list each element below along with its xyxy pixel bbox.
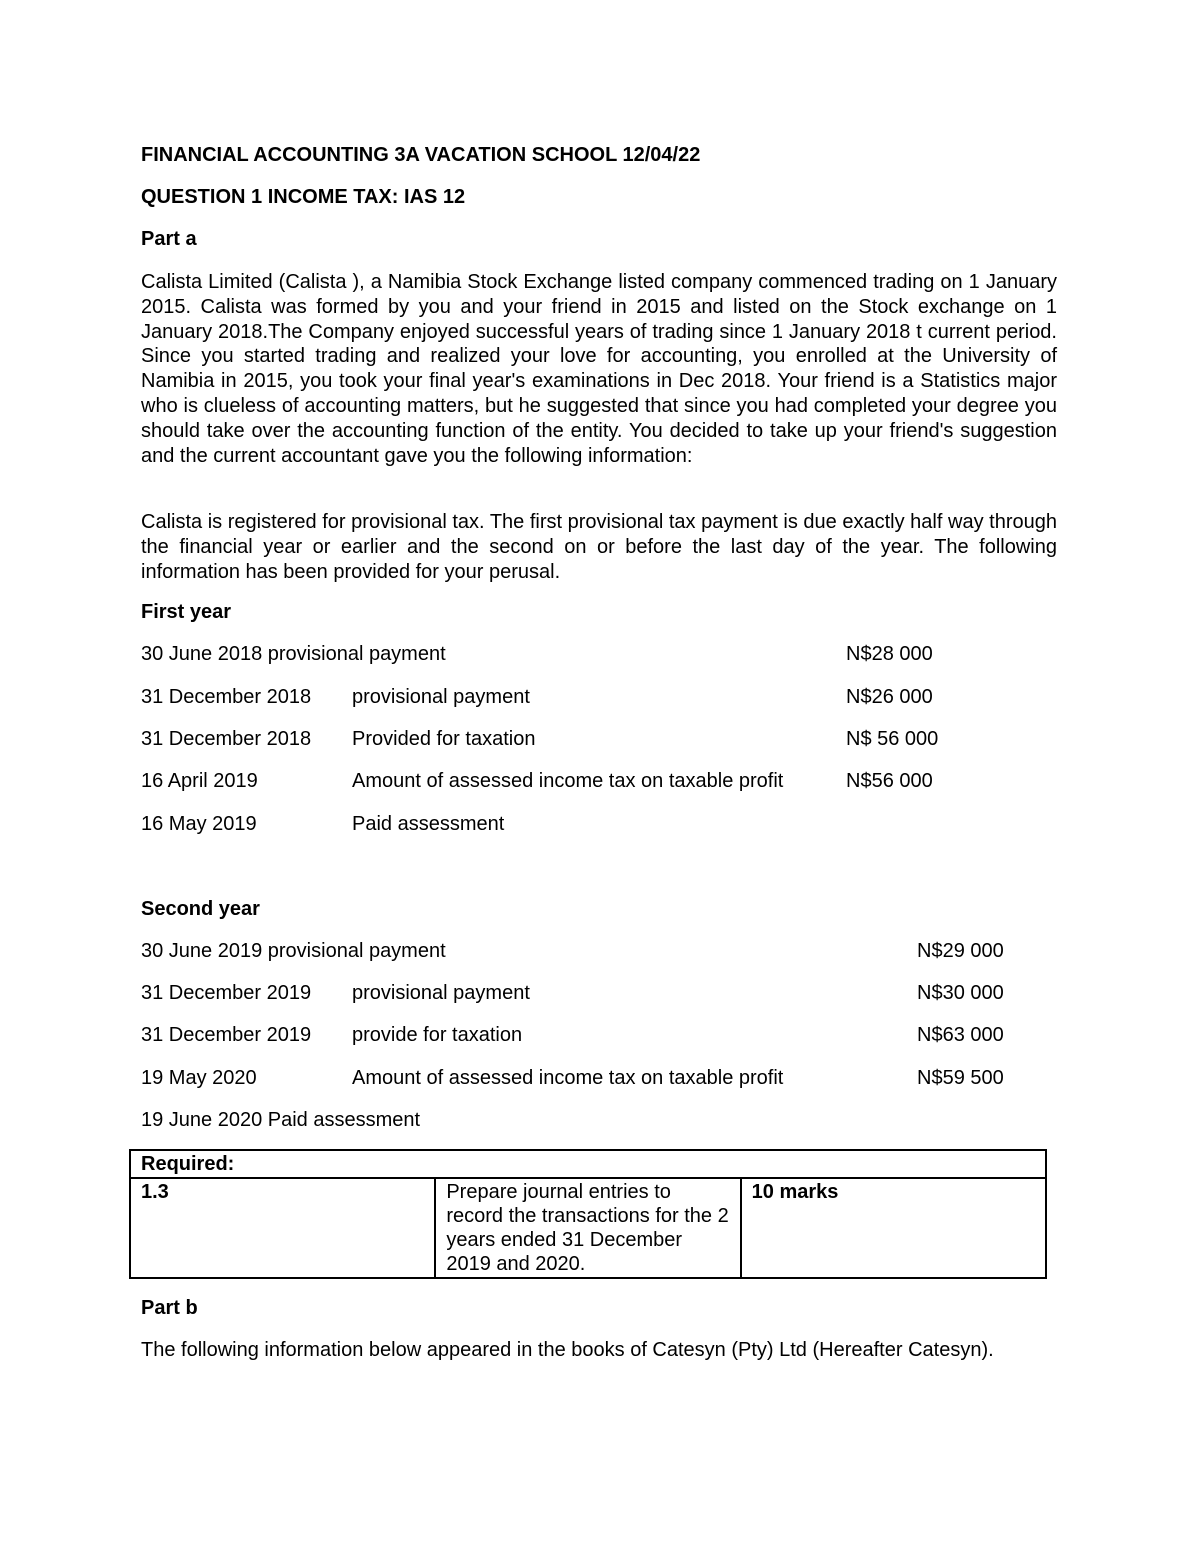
second-year-row-desc: Amount of assessed income tax on taxable profit [352,1067,784,1089]
second-year-row-amount: N$29 000 [917,940,1004,962]
second-year-row-desc: provide for taxation [352,1024,523,1046]
first-year-row-date: 31 December 2018 [141,728,312,750]
first-year-row-date: 31 December 2018 [141,686,312,708]
first-year-row-desc: Paid assessment [352,813,505,835]
first-year-row-date: 16 April 2019 [141,770,258,792]
first-year-heading: First year [141,601,232,623]
part-a-heading: Part a [141,228,197,250]
required-question-text: Prepare journal entries to record the transactions for the 2 years ended 31 December 2019 and 2020. [435,1178,740,1278]
first-year-row-date: 16 May 2019 [141,813,257,835]
first-year-row-amount: N$26 000 [846,686,933,708]
first-year-row-desc: Provided for taxation [352,728,536,750]
required-table [129,1149,1047,1279]
second-year-row-date: 19 May 2020 [141,1067,257,1089]
required-marks: 10 marks [741,1178,1046,1278]
second-year-heading: Second year [141,898,260,920]
first-year-row-desc: Amount of assessed income tax on taxable profit [352,770,784,792]
first-year-row-amount: N$ 56 000 [846,728,939,750]
part-a-paragraph-2: Calista is registered for provisional tax. The first provisional tax payment is due exactly half way through the financial year or earlier and the second on or before the last day of the year. The following information has been provided for your perusal. [141,511,1057,583]
second-year-row-desc: provisional payment [352,982,530,1004]
required-label: Required: [130,1150,1046,1178]
second-year-row-amount: N$59 500 [917,1067,1004,1089]
second-year-row-amount: N$30 000 [917,982,1004,1004]
second-year-row-date: 30 June 2019 provisional payment [141,940,446,962]
second-year-row-amount: N$63 000 [917,1024,1004,1046]
first-year-row-desc: provisional payment [352,686,530,708]
part-b-heading: Part b [141,1297,198,1319]
second-year-row-date: 19 June 2020 Paid assessment [141,1109,421,1131]
second-year-row-date: 31 December 2019 [141,1024,312,1046]
second-year-row-date: 31 December 2019 [141,982,312,1004]
first-year-row-amount: N$56 000 [846,770,933,792]
question-heading: QUESTION 1 INCOME TAX: IAS 12 [141,186,466,208]
required-question-number: 1.3 [130,1178,435,1278]
first-year-row-amount: N$28 000 [846,643,933,665]
document-title: FINANCIAL ACCOUNTING 3A VACATION SCHOOL 12/04/22 [141,144,701,166]
part-a-paragraph-1: Calista Limited (Calista ), a Namibia Stock Exchange listed company commenced trading on 1 January 2015. Calista was formed by you and your friend in 2015 and listed on the Stock exchange on 1 January 2018.The Company enjoyed successful years of trading since 1 January 2018 t current period. Since you started trading and realized your love for accounting, you enrolled at the University of Namibia in 2015, you took your final year's examinations in Dec 2018. Your friend is a Statistics major who is clueless of accounting matters, but he suggested that since you had completed your degree you should take over the accounting function of the entity. You decided to take up your friend's suggestion and the current accountant gave you the following information: [141,271,1057,467]
first-year-row-date: 30 June 2018 provisional payment [141,643,446,665]
part-b-paragraph: The following information below appeared in the books of Catesyn (Pty) Ltd (Hereafter Catesyn). [141,1339,994,1361]
